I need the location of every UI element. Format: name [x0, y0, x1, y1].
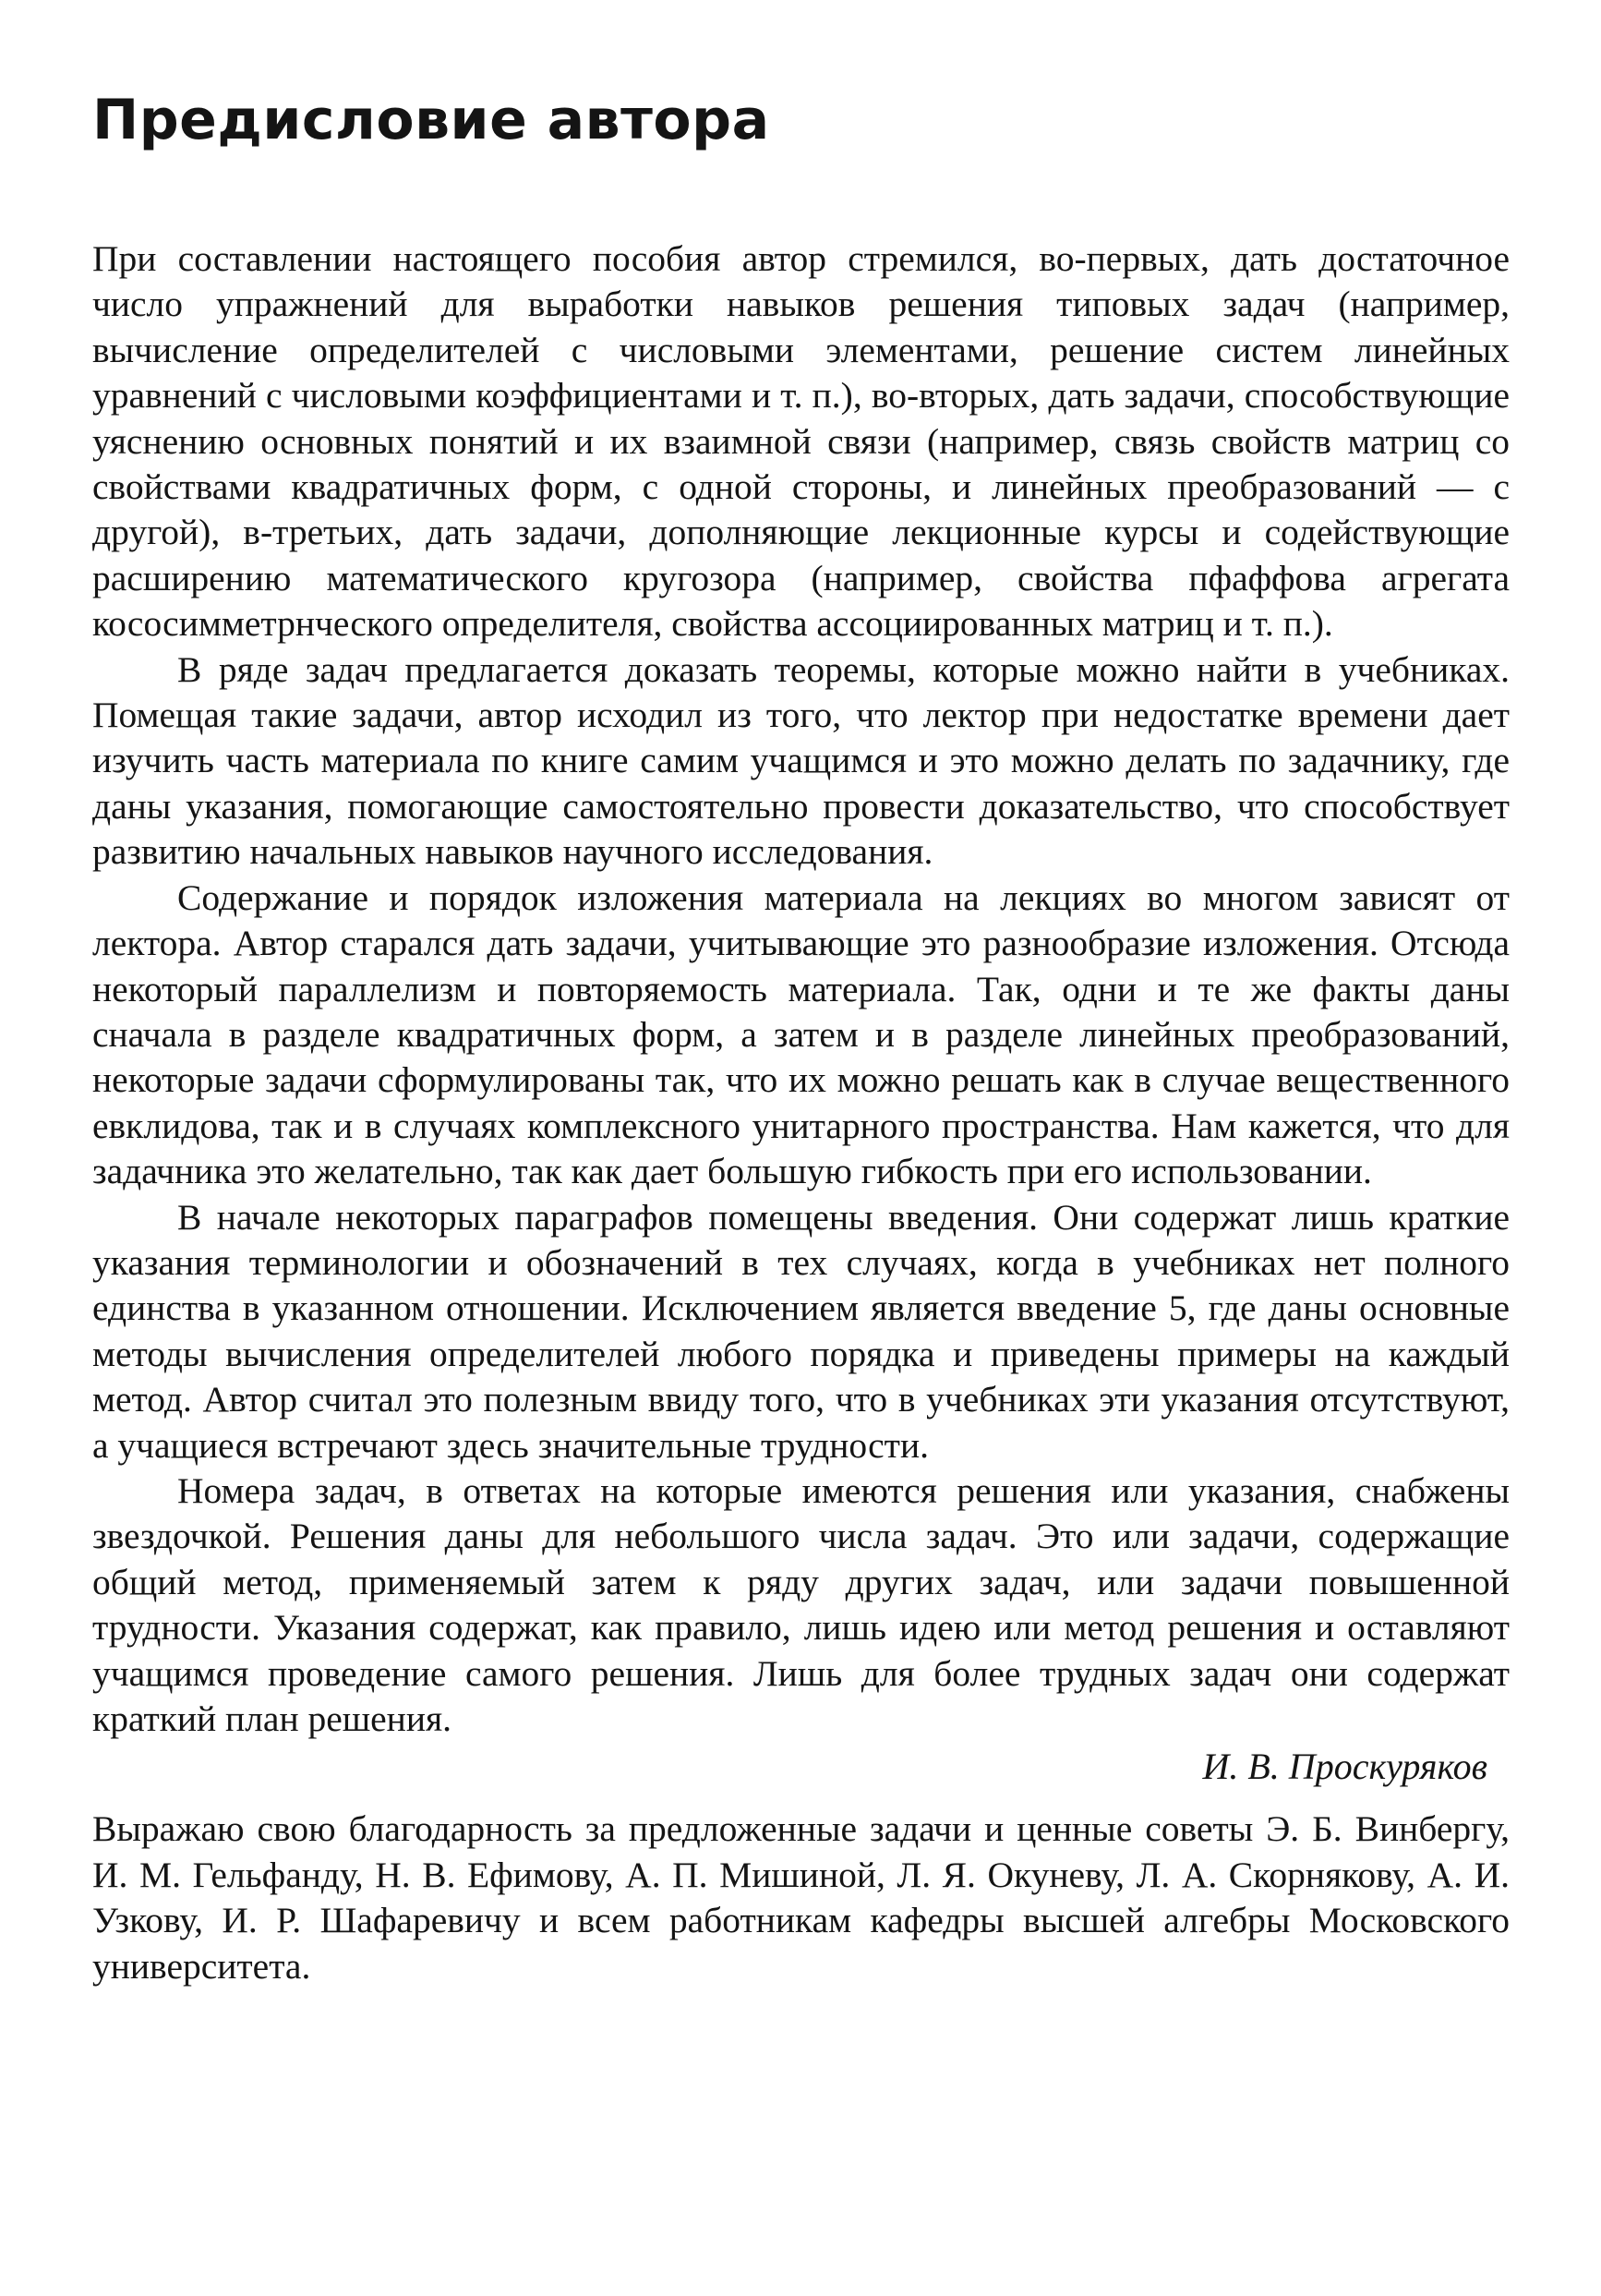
preface-body	[92, 236, 1510, 1742]
document-page	[92, 83, 1510, 1989]
paragraph-2: В ряде задач предлагается доказать теоремы, которые можно найти в учебниках. Помещая такие задачи, автор исходил из того, что лектор при недостатке времени дает изучить часть материала по книге самим учащимся и это можно делать по задачнику, где даны указания, помогающие самостоятельно провести доказательство, что способствует развитию начальных навыков научного исследования.	[92, 648, 1510, 873]
acknowledgment-paragraph: Выражаю свою благодарность за предложенные задачи и ценные советы Э. Б. Винбергу, И. М. Гельфанду, Н. В. Ефимову, А. П. Мишиной, Л. Я. Окуневу, Л. А. Скорнякову, А. И. Узкову, И. Р. Шафаревичу и всем работникам кафедры высшей алгебры Московского университета.	[92, 1808, 1510, 1987]
paragraph-3: Содержание и порядок изложения материала на лекциях во многом зависят от лектора. Автор старался дать задачи, учитывающие это разнообразие изложения. Отсюда некоторый параллелизм и повторяемость материала. Так, одни и те же факты даны сначала в разделе квадратичных форм, а затем и в разделе линейных преобразований, некоторые задачи сформулированы так, что их можно решать как в случае вещественного евклидова, так и в случаях комплексного унитарного пространства. Нам кажется, что для задачника это желательно, так как дает большую гибкость при его использовании.	[92, 876, 1510, 1192]
paragraph-1: При составлении настоящего пособия автор стремился, во-первых, дать достаточное число упражнений для выработки навыков решения типовых задач (например, вычисление определителей с числовыми элементами, решение систем линейных уравнений с числовыми коэффициентами и т. п.), во-вторых, дать задачи, способствующие уяснению основных понятий и их взаимной связи (например, связь свойств матриц со свойствами квадратичных форм, с одной стороны, и линейных преобразований — с другой), в-третьих, дать задачи, дополняющие лекционные курсы и содействующие расширению математического кругозора (например, свойства пфаффова агрегата кососимметрнческого определителя, свойства ассоциированных матриц и т. п.).	[92, 238, 1510, 645]
author-signature: И. В. Проскуряков	[1202, 1746, 1487, 1788]
page-title: Предисловие автора	[92, 88, 770, 152]
paragraph-4: В начале некоторых параграфов помещены введения. Они содержат лишь краткие указания терминологии и обозначений в тех случаях, когда в учебниках нет полного единства в указанном отношении. Исключением является введение 5, где даны основные методы вычисления определителей любого порядка и приведены примеры на каждый метод. Автор считал это полезным ввиду того, что в учебниках эти указания отсутствуют, а учащиеся встречают здесь значительные трудности.	[92, 1196, 1510, 1466]
paragraph-5: Номера задач, в ответах на которые имеются решения или указания, снабжены звездочкой. Решения даны для небольшого числа задач. Это или задачи, содержащие общий метод, применяемый затем к ряду других задач, или задачи повышенной трудности. Указания содержат, как правило, лишь идею или метод решения и оставляют учащимся проведение самого решения. Лишь для более трудных задач они содержат краткий план решения.	[92, 1469, 1510, 1739]
